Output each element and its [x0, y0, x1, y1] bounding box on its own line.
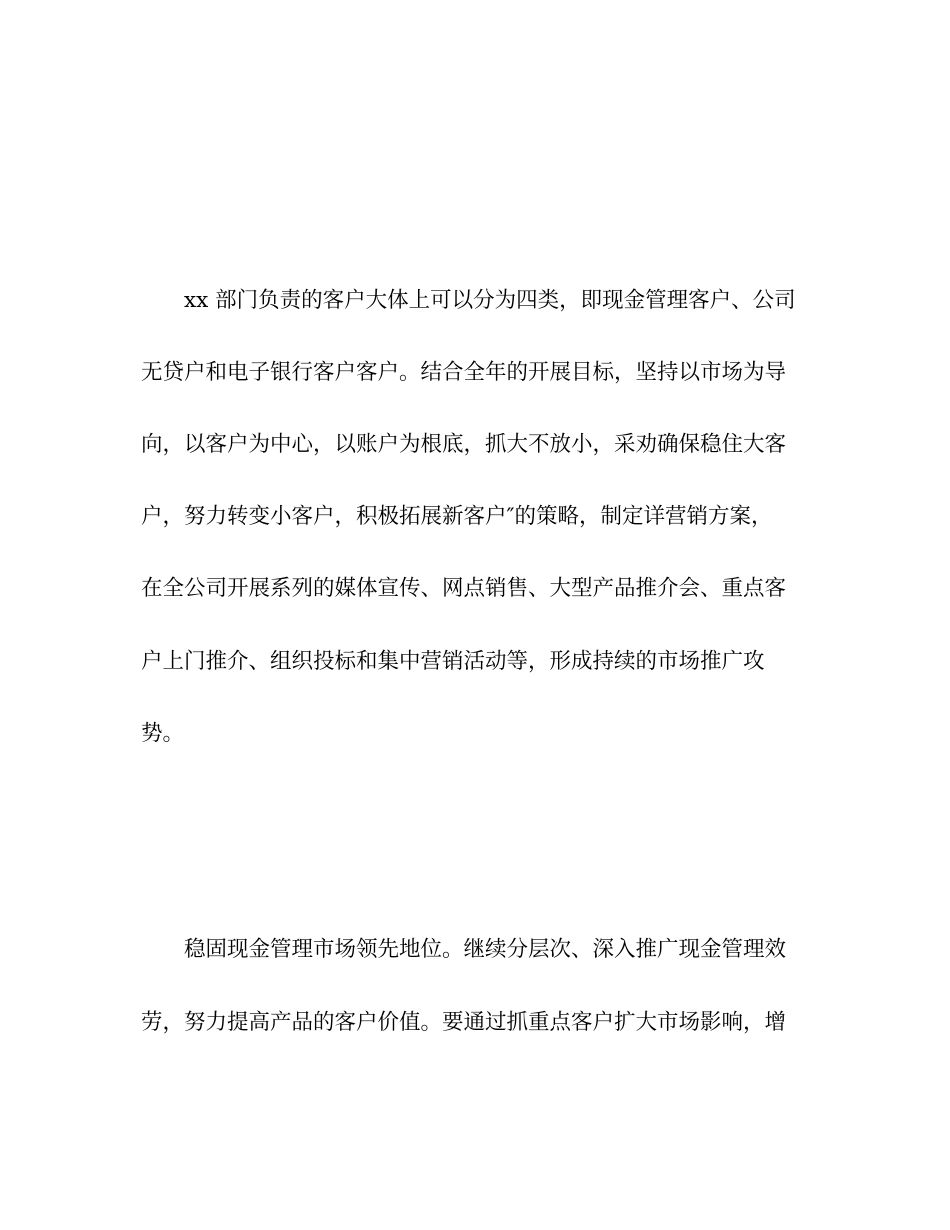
paragraph-1-line-5: 在全公司开展系列的媒体宣传、网点销售、大型产品推介会、重点客	[141, 576, 787, 601]
paragraph-1-line-6: 户上门推介、组织投标和集中营销活动等，形成持续的市场推广攻	[141, 649, 765, 674]
paragraph-2-line-2: 劳，努力提高产品的客户价值。要通过抓重点客户扩大市场影响，增	[141, 1010, 787, 1035]
paragraph-1-line-4: 户，努力转变小客户，积极拓展新客户″的策略，制定详营销方案，	[141, 504, 773, 529]
paragraph-1-line-3: 向，以客户为中心，以账户为根底，抓大不放小，采劝确保稳住大客	[141, 432, 787, 457]
paragraph-1-line-7: 势。	[141, 721, 185, 746]
paragraph-2-line-1: 稳固现金管理市场领先地位。继续分层次、深入推广现金管理效	[184, 937, 787, 962]
paragraph-1-line-2: 无贷户和电子银行客户客户。结合全年的开展目标，坚持以市场为导	[141, 360, 787, 385]
paragraph-1-line-1: xx 部门负责的客户大体上可以分为四类，即现金管理客户、公司	[184, 288, 796, 313]
